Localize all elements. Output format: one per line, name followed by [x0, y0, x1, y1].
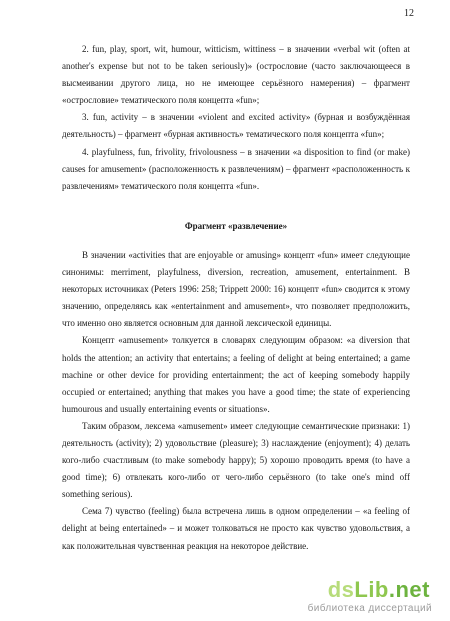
paragraph-item-3: 3. fun, activity – в значении «violent and excited activity» (бурная и возбуждённая деятельность) – фрагмент «бурная активность» тематического поля концепта «fun»;: [62, 112, 410, 140]
section-heading: Фрагмент «развлечение»: [184, 220, 288, 231]
dslib-caption: библиотека диссертаций: [307, 603, 432, 614]
dslib-logo: dsLib.net: [327, 577, 430, 602]
paragraph-fun-synonyms: В значении «activities that are enjoyable or amusing» концепт «fun» имеет следующие синонимы: merriment, playfulness, diversion, recreation, amusement, entertainment. В некоторых источниках (Peters 1996: 258; Trippett 2000: 16) концепт «fun» сводится к этому значению, определяясь как «entertainment and amusement», что позволяет предположить, что именно оно является основным для данной лексической единицы.: [62, 249, 410, 329]
paragraph-amusement-definition: Концепт «amusement» толкуется в словарях следующим образом: «a diversion that holds the attention; an activity that entertains; a feeling of delight at being entertained; a game machine or other device for providing entertainment; the act of keeping somebody happily occupied or entertained; anything that makes you have a good time; the state of experiencing humourous and usually entertaining events or situations».: [62, 335, 410, 414]
paragraph-feeling-seme: Сема 7) чувство (feeling) была встречена лишь в одном определении – «a feeling of delight at being entertained» – и может толковаться не просто как чувство удовольствия, а как положительная чувственная реакция на некоторое действие.: [62, 506, 410, 551]
dslib-watermark: [288, 577, 438, 615]
page-content: [62, 41, 410, 555]
paragraph-semantic-features: Таким образом, лексема «amusement» имеет следующие семантические признаки: 1) деятельность (activity); 2) удовольствие (pleasure); 3) наслаждение (enjoyment); 4) делать кого-либо счастливым (to make somebody happy); 5) хорошо проводить время (to have a good time); 6) отвлекать кого-либо от чего-либо серьёзного (to take one's mind off something serious).: [62, 420, 410, 500]
paragraph-item-2: 2. fun, play, sport, wit, humour, witticism, wittiness – в значении «verbal wit (often at another's expense but not to be taken seriously)» (остроcловие (часто заключающееся в высмеивании другого лица, но не имеющее серьёзного намерения) – фрагмент «остроcловие» тематического поля концепта «fun»;: [62, 44, 410, 106]
page-number: 12: [404, 8, 414, 19]
paragraph-item-4: 4. playfulness, fun, frivolity, frivolousness – в значении «a disposition to find (or make) causes for amusement» (расположенность к развлечениям) – фрагмент «расположенность к развлечениям» тематического поля концепта «fun».: [62, 146, 410, 191]
